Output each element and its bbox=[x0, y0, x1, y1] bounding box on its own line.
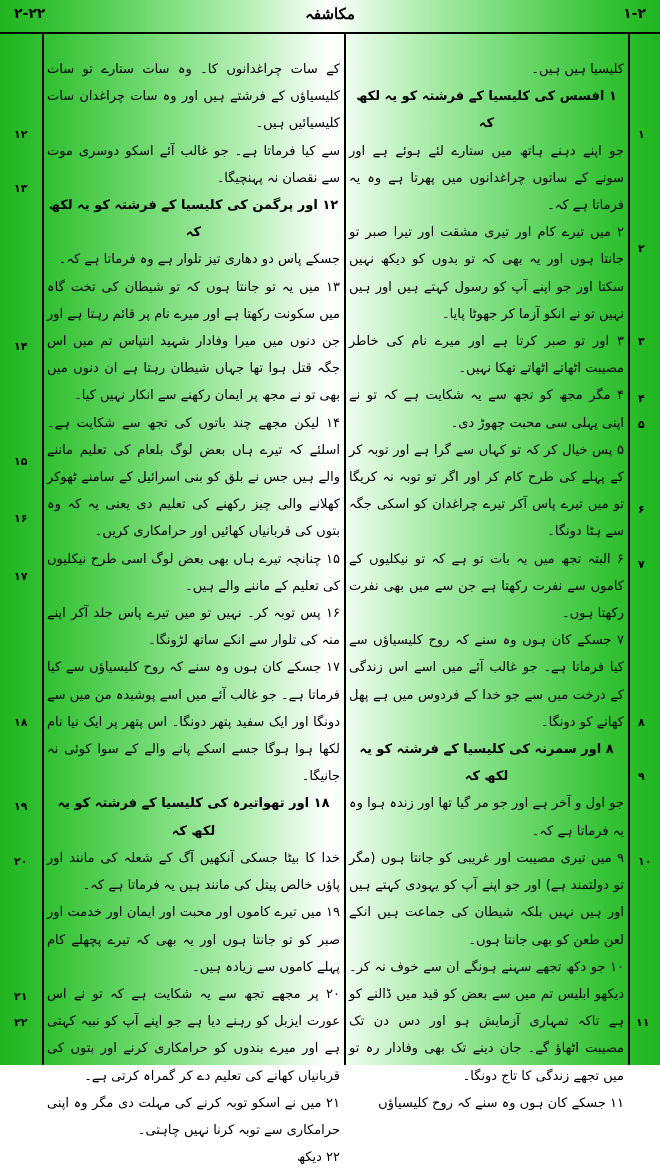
verse-paragraph: جو اول و آخر ہے اور جو مر گیا تھا اور زندہ ہوا وہ یہ فرماتا ہے کہ۔ bbox=[349, 796, 624, 839]
verse-paragraph: ۳ اور تو صبر کرتا ہے اور میرے نام کی خاطر مصیبت اٹھاتے اٹھاتے تھکا نہیں۔ bbox=[349, 334, 624, 377]
verse-paragraph: ۱۱ جسکے کان ہوں وہ سنے کہ روح کلیسیاؤں bbox=[378, 1095, 624, 1111]
page-header bbox=[0, 0, 660, 34]
verse-number: ۱۰ bbox=[638, 855, 652, 868]
verse-paragraph: کے سات چراغدانوں کا۔ وہ سات ستارے تو سات کلیسیاؤں کے فرشتے ہیں اور وہ سات چراغدان سات کلیسیائیں ہیں۔ bbox=[47, 62, 340, 132]
verse-paragraph: جسکے پاس دو دھاری تیز تلوار ہے وہ فرماتا ہے کہ۔ bbox=[58, 252, 340, 268]
verse-number: ۸ bbox=[638, 716, 645, 729]
verse-number: ۵ bbox=[638, 418, 645, 431]
verse-paragraph: ۱۹ میں تیرے کاموں اور محبت اور ایمان اور خدمت اور صبر کو تو جانتا ہوں اور یہ بھی کہ تیرے پچھلے کام پہلے کاموں سے زیادہ ہیں۔ bbox=[47, 905, 340, 975]
verse-number: ۱۳ bbox=[14, 182, 28, 195]
verse-paragraph: ۱۰ جو دکھ تجھے سہنے ہونگے ان سے خوف نہ کر۔ دیکھو ابلیس تم میں سے بعض کو قید میں ڈالنے کو ہے تاکہ تمہاری آزمایش ہو اور دس دن تک مصیبت اٹھاؤ گے۔ جان دینے تک بھی وفادار رہ تو میں تجھے زندگی کا تاج دونگا۔ bbox=[349, 959, 624, 1084]
verse-paragraph: کلیسیا ہیں ہیں۔ bbox=[531, 62, 624, 77]
page-range-right: ۱-۲ bbox=[623, 6, 646, 22]
verse-number: ۷ bbox=[638, 558, 645, 571]
verse-paragraph: ۲۱ میں نے اسکو توبہ کرنے کی مہلت دی مگر وہ اپنی حرامکاری سے توبہ کرنا نہیں چاہتی۔ bbox=[47, 1095, 340, 1138]
verse-number: ۲۲ bbox=[14, 1016, 28, 1029]
verse-number: ۱۱ bbox=[636, 1016, 650, 1029]
section-heading: ۱۲ اور پرگمن کی کلیسیا کے فرشتہ کو یہ لکھ کہ bbox=[48, 198, 339, 241]
verse-number: ۱۹ bbox=[14, 800, 28, 813]
verse-paragraph: ۷ جسکے کان ہوں وہ سنے کہ روح کلیسیاؤں سے کیا فرماتا ہے۔ جو غالب آئے میں اسے اس زندگی کے درخت میں سے جو خدا کے فردوس میں ہے پھل کھانے کو دونگا۔ bbox=[349, 633, 624, 730]
verse-paragraph: ۱۵ چنانچہ تیرے ہاں بھی بعض لوگ اسی طرح نیکلیوں کی تعلیم کے ماننے والے ہیں۔ bbox=[47, 551, 340, 594]
section-heading: ۱۸ اور تھواتیرہ کی کلیسیا کے فرشتہ کو یہ لکھ کہ bbox=[57, 796, 330, 839]
verse-number: ۳ bbox=[638, 335, 645, 348]
verse-paragraph: ۱۷ جسکے کان ہوں وہ سنے کہ روح کلیسیاؤں سے کیا فرماتا ہے۔ جو غالب آئے میں اسے پوشیدہ من میں سے دونگا اور ایک سفید پتھر دونگا۔ اس پتھر پر ایک نیا نام لکھا ہوا ہوگا جسے اسکے پانے والے کے سوا کوئی نہ جانیگا۔ bbox=[47, 660, 340, 785]
verse-paragraph: ۱۶ پس توبہ کر۔ نہیں تو میں تیرے پاس جلد آکر اپنے منہ کی تلوار سے انکے ساتھ لڑونگا۔ bbox=[47, 606, 340, 649]
verse-number: ۲ bbox=[638, 242, 645, 255]
left-text-column bbox=[47, 56, 340, 1171]
page-range-left: ۲-۲۲ bbox=[14, 6, 46, 22]
verse-paragraph: ۲۲ دیکھ bbox=[297, 1150, 340, 1166]
verse-paragraph: ۴ مگر مجھ کو تجھ سے یہ شکایت ہے کہ تو نے اپنی پہلی سی محبت چھوڑ دی۔ bbox=[349, 388, 624, 431]
verse-number: ۱۷ bbox=[14, 570, 28, 583]
column-divider bbox=[344, 32, 346, 1065]
verse-paragraph: ۱۳ میں یہ تو جانتا ہوں کہ تو شیطان کی تخت گاہ میں سکونت رکھتا ہے اور میرے نام پر قائم رہتا ہے اور جن دنوں میں میرا وفادار شہید انتپاس تم میں اس جگہ قتل ہوا تھا جہاں شیطان رہتا ہے ان دنوں میں بھی تو نے مجھ پر ایمان رکھنے سے انکار نہیں کیا۔ bbox=[47, 279, 340, 404]
verse-number: ۲۱ bbox=[14, 990, 28, 1003]
section-heading: ۸ اور سمرنہ کی کلیسیا کے فرشتہ کو یہ لکھ کہ bbox=[359, 742, 614, 785]
verse-number: ۱۴ bbox=[14, 340, 28, 353]
verse-paragraph: ۵ پس خیال کر کہ تو کہاں سے گرا ہے اور توبہ کر کے پہلے کی طرح کام کر اور اگر تو توبہ نہ کریگا تو میں تیرے پاس آکر تیرے چراغدان کو اسکی جگہ سے ہٹا دونگا۔ bbox=[349, 442, 624, 540]
verse-number: ۱ bbox=[638, 128, 645, 141]
verse-paragraph: جو اپنے دہنے ہاتھ میں ستارے لئے ہوئے ہے اور سونے کے ساتوں چراغدانوں میں پھرتا ہے وہ یہ فرماتا ہے کہ۔ bbox=[349, 143, 624, 214]
verse-number: ۱۲ bbox=[14, 128, 28, 141]
verse-paragraph: ۹ میں تیری مصیبت اور غریبی کو جانتا ہوں (مگر تو دولتمند ہے) اور جو اپنے آپ کو یہودی کہتے ہیں اور ہیں نہیں بلکہ شیطان کی جماعت ہیں انکے لعن طعن کو بھی جانتا ہوں۔ bbox=[349, 850, 624, 948]
verse-number: ۱۸ bbox=[14, 716, 28, 729]
verse-number: ۱۶ bbox=[14, 512, 28, 525]
verse-number: ۴ bbox=[638, 392, 645, 405]
section-heading: ۱ افسس کی کلیسیا کے فرشتہ کو یہ لکھ کہ bbox=[356, 89, 617, 132]
verse-number: ۶ bbox=[638, 503, 645, 516]
right-text-column bbox=[349, 56, 624, 1117]
book-title: مکاشفہ bbox=[305, 5, 355, 23]
left-margin-rule bbox=[42, 32, 44, 1065]
verse-paragraph: سے کیا فرماتا ہے۔ جو غالب آئے اسکو دوسری موت سے نقصان نہ پہنچیگا۔ bbox=[47, 143, 340, 186]
verse-paragraph: ۶ البتہ تجھ میں یہ بات تو ہے کہ تو نیکلیوں کے کاموں سے نفرت رکھتا ہے جن سے میں بھی نفرت رکھتا ہوں۔ bbox=[349, 551, 624, 622]
right-margin-rule bbox=[628, 32, 630, 1065]
verse-paragraph: ۱۴ لیکن مجھے چند باتوں کی تجھ سے شکایت ہے۔ اسلئے کہ تیرے ہاں بعض لوگ بلعام کی تعلیم ماننے والے ہیں جس نے بلق کو بنی اسرائیل کے سامنے ٹھوکر کھلانے والی چیز رکھنے کی تعلیم دی یعنی یہ کہ وہ بتوں کی قربانیاں کھائیں اور حرامکاری کریں۔ bbox=[47, 415, 340, 540]
verse-paragraph: خدا کا بیٹا جسکی آنکھیں آگ کے شعلہ کی مانند اور پاؤں خالص پیتل کی مانند ہیں یہ فرماتا ہے کہ۔ bbox=[47, 850, 340, 894]
verse-number: ۹ bbox=[638, 770, 645, 783]
verse-number: ۲۰ bbox=[14, 855, 28, 868]
verse-paragraph: ۲ میں تیرے کام اور تیری مشقت اور تیرا صبر تو جانتا ہوں اور یہ بھی کہ تو بدوں کو دیکھ نہیں سکتا اور جو اپنے آپ کو رسول کہتے ہیں اور ہیں نہیں تو نے انکو آزما کر جھوٹا پایا۔ bbox=[349, 225, 624, 322]
verse-number: ۱۵ bbox=[14, 455, 28, 468]
verse-paragraph: ۲۰ پر مجھے تجھ سے یہ شکایت ہے کہ تو نے اس عورت ایزبل کو رہنے دیا ہے جو اپنے آپ کو نبیہ کہتی ہے اور میرے بندوں کو حرامکاری کرنے اور بتوں کی قربانیاں کھانے کی تعلیم دے کر گمراہ کرتی ہے۔ bbox=[47, 986, 340, 1084]
